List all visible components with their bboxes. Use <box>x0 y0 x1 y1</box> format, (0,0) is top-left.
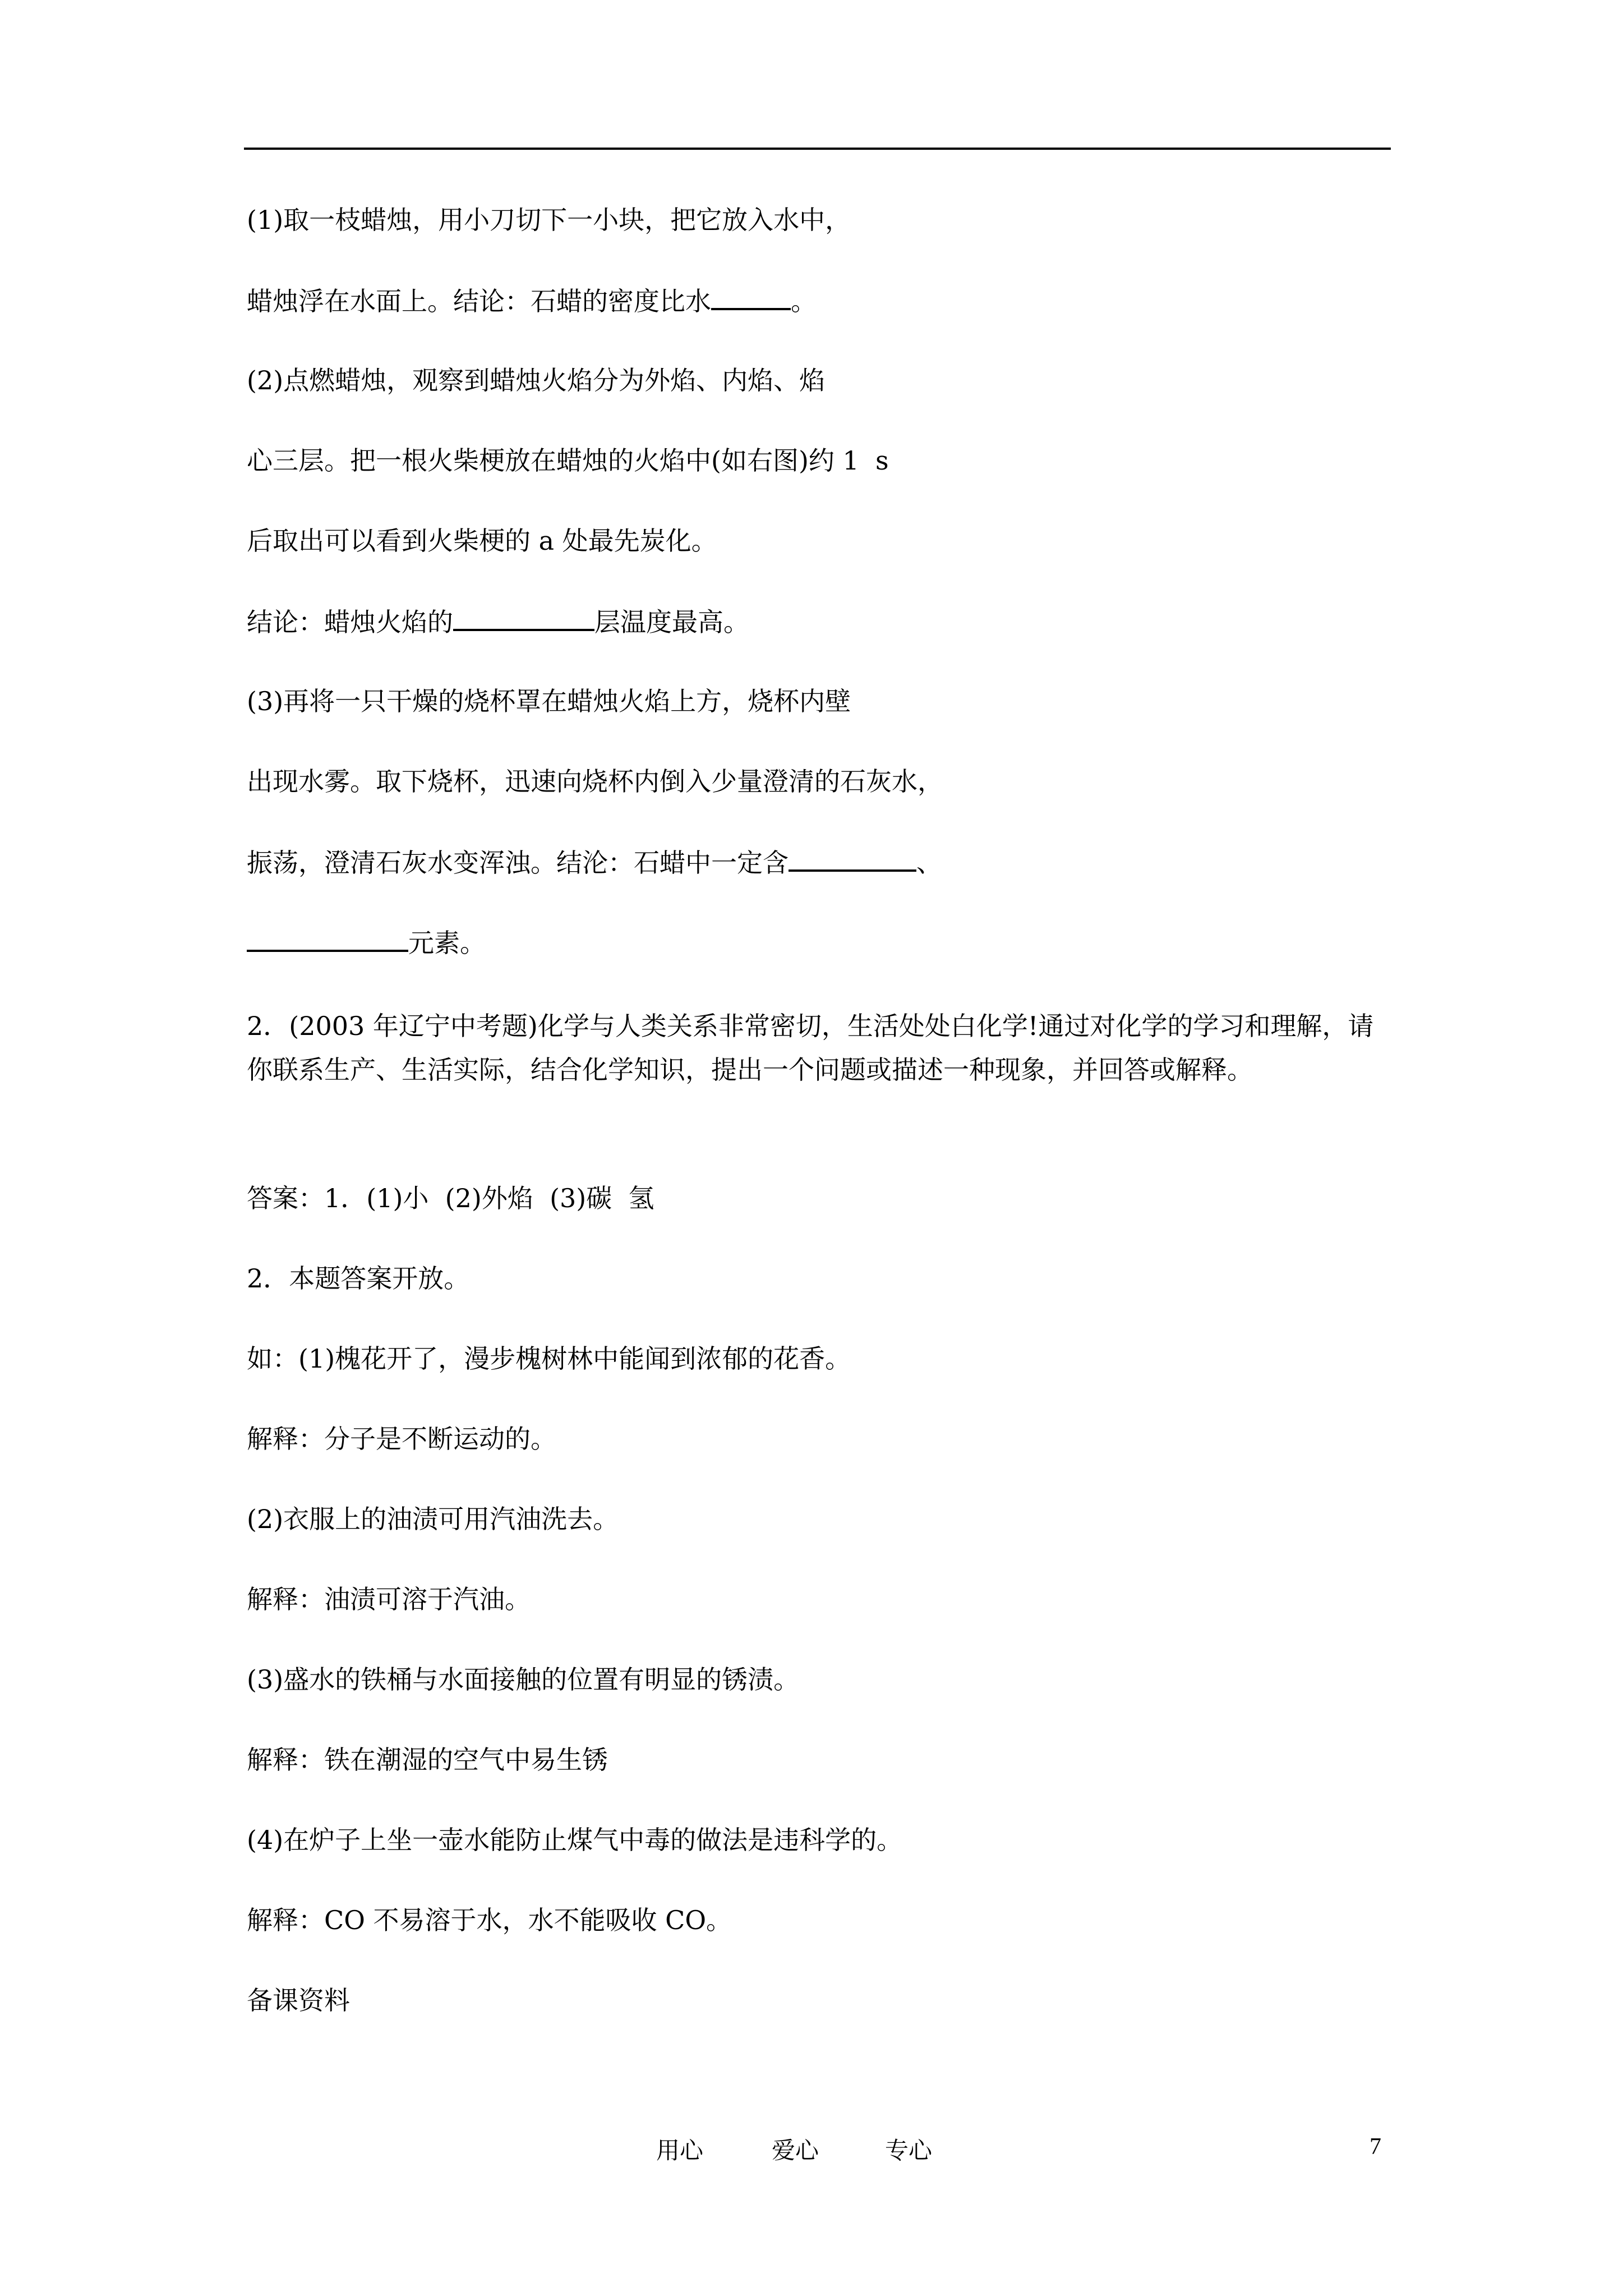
q1-line-7: (3)再将一只干燥的烧杯罩在蜡烛火焰上方，烧杯内壁 <box>247 686 851 716</box>
answer-line-1: 答案：1．(1)小 (2)外焰 (3)碳 氢 <box>247 1183 654 1213</box>
footer-word-3: 专心 <box>885 2137 933 2164</box>
q1-line-4: 心三层。把一根火柴梗放在蜡烛的火焰中(如右图)约 1 s <box>247 445 889 476</box>
q1-line-2 <box>247 283 817 318</box>
example-4: (4)在炉子上坐一壶水能防止煤气中毒的做法是违科学的。 <box>247 1825 903 1855</box>
header-rule <box>244 148 1391 150</box>
footer-word-1: 用心 <box>656 2137 704 2164</box>
q1-line-10-end: 元素。 <box>408 928 486 958</box>
answer-blank-flame-layer <box>453 604 594 631</box>
explanation-2: 解释：油渍可溶于汽油。 <box>247 1584 531 1614</box>
q1-line-3: (2)点燃蜡烛，观察到蜡烛火焰分为外焰、内焰、焰 <box>247 365 826 395</box>
answer-blank-element-1 <box>789 845 916 872</box>
section-heading: 备课资料 <box>247 1985 350 2016</box>
explanation-1: 解释：分子是不断运动的。 <box>247 1424 556 1454</box>
q1-line-10 <box>247 925 486 960</box>
q1-line-2-text: 蜡烛浮在水面上。结论：石蜡的密度比水 <box>247 286 711 316</box>
q1-line-2-end: 。 <box>791 286 817 316</box>
q1-line-5: 后取出可以看到火柴梗的 a 处最先炭化。 <box>247 526 717 556</box>
q1-line-9-text: 振荡，澄清石灰水变浑浊。结沦：石蜡中一定含 <box>247 848 789 878</box>
explanation-4: 解释：CO 不易溶于水，水不能吸收 CO。 <box>247 1905 732 1935</box>
q1-line-8: 出现水雾。取下烧杯，迅速向烧杯内倒入少量澄清的石灰水， <box>247 766 943 797</box>
explanation-3: 解释：铁在潮湿的空气中易生锈 <box>247 1745 608 1775</box>
q1-line-6-text: 结论：蜡烛火焰的 <box>247 607 453 637</box>
question-2: 2．(2003 年辽宁中考题)化学与人类关系非常密切，生活处处白化学!通过对化学的学习和理解，请你联系生产、生活实际，结合化学知识，提出一个问题或描述一种现象，并回答或解释。 <box>247 1011 1374 1085</box>
answer-line-2: 2．本题答案开放。 <box>247 1263 470 1294</box>
q1-line-6 <box>247 604 749 639</box>
example-2: (2)衣服上的油渍可用汽油洗去。 <box>247 1504 619 1534</box>
q1-line-9 <box>247 845 942 880</box>
answer-blank-density <box>711 283 791 310</box>
page-number: 7 <box>1370 2134 1381 2160</box>
q1-line-9-end: 、 <box>916 848 942 878</box>
q1-line-1: (1)取一枝蜡烛，用小刀切下一小块，把它放入水中， <box>247 205 851 235</box>
footer-word-2: 爱心 <box>772 2137 819 2164</box>
example-3: (3)盛水的铁桶与水面接触的位置有明显的锈渍。 <box>247 1664 800 1695</box>
q1-line-6-end: 层温度最高。 <box>594 607 749 637</box>
example-1: 如：(1)槐花开了，漫步槐树林中能闻到浓郁的花香。 <box>247 1343 851 1374</box>
answer-blank-element-2 <box>247 925 408 952</box>
